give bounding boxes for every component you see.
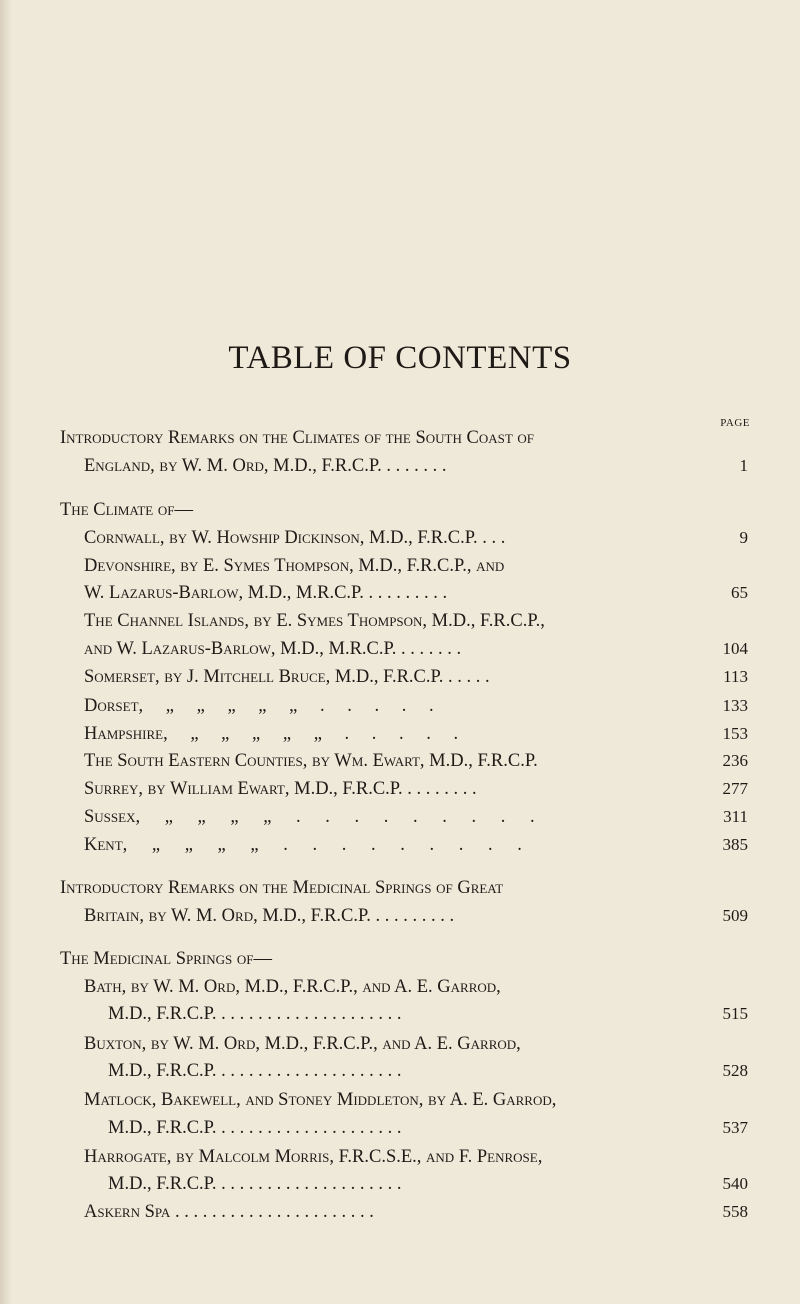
toc-line: Hampshire, „ „ „ „ „ . . . . .	[84, 724, 459, 744]
toc-line: M.D., F.R.C.P. . . . . . . . . . . . . . . . . . . . .	[108, 1061, 402, 1081]
toc-line: The South Eastern Counties, by Wm. Ewart, M.D., F.R.C.P.	[84, 751, 538, 771]
toc-line: Somerset, by J. Mitchell Bruce, M.D., F.R.C.P. . . . . .	[84, 667, 490, 687]
toc-page-number: 558	[722, 1202, 748, 1221]
toc-page-number: 113	[723, 667, 748, 686]
toc-line: Harrogate, by Malcolm Morris, F.R.C.S.E., and F. Penrose,	[84, 1147, 543, 1167]
toc-line: Dorset, „ „ „ „ „ . . . . .	[84, 696, 434, 716]
toc-page-number: 277	[722, 779, 748, 798]
toc-line: Buxton, by W. M. Ord, M.D., F.R.C.P., and A. E. Garrod,	[84, 1034, 521, 1054]
page-column-label: PAGE	[720, 417, 750, 429]
page-title: TABLE OF CONTENTS	[228, 340, 572, 376]
toc-page-number: 385	[722, 835, 748, 854]
toc-line: Introductory Remarks on the Medicinal Springs of Great	[60, 878, 504, 898]
toc-page-number: 133	[722, 696, 748, 715]
toc-page-number: 9	[739, 528, 748, 547]
toc-line: Britain, by W. M. Ord, M.D., F.R.C.P. . . . . . . . . .	[84, 906, 455, 926]
toc-line: M.D., F.R.C.P. . . . . . . . . . . . . . . . . . . . .	[108, 1174, 402, 1194]
toc-line: Surrey, by William Ewart, M.D., F.R.C.P. . . . . . . . .	[84, 779, 477, 799]
toc-page-number: 1	[739, 456, 748, 475]
toc-line: Sussex, „ „ „ „ . . . . . . . . .	[84, 807, 535, 827]
toc-line: England, by W. M. Ord, M.D., F.R.C.P. . . . . . . .	[84, 456, 447, 476]
toc-line: Introductory Remarks on the Climates of the South Coast of	[60, 428, 535, 448]
toc-line: Matlock, Bakewell, and Stoney Middleton, by A. E. Garrod,	[84, 1090, 557, 1110]
toc-line: M.D., F.R.C.P. . . . . . . . . . . . . . . . . . . . .	[108, 1004, 402, 1024]
page-gutter-shadow	[0, 0, 12, 1304]
toc-line: and W. Lazarus-Barlow, M.D., M.R.C.P. . . . . . . .	[84, 639, 462, 659]
toc-section-heading: The Climate of—	[60, 500, 193, 520]
toc-line: The Channel Islands, by E. Symes Thompson, M.D., F.R.C.P.,	[84, 611, 545, 631]
toc-line: W. Lazarus-Barlow, M.D., M.R.C.P. . . . . . . . . .	[84, 583, 448, 603]
toc-page-number: 515	[722, 1004, 748, 1023]
toc-page-number: 311	[723, 807, 748, 826]
toc-section-heading: The Medicinal Springs of—	[60, 949, 272, 969]
toc-line: Askern Spa . . . . . . . . . . . . . . . . . . . . . .	[84, 1202, 374, 1222]
toc-page-number: 528	[722, 1061, 748, 1080]
toc-line: Devonshire, by E. Symes Thompson, M.D., F.R.C.P., and	[84, 556, 505, 576]
toc-line: Bath, by W. M. Ord, M.D., F.R.C.P., and A. E. Garrod,	[84, 977, 501, 997]
toc-line: Kent, „ „ „ „ . . . . . . . . .	[84, 835, 522, 855]
toc-line: M.D., F.R.C.P. . . . . . . . . . . . . . . . . . . . .	[108, 1118, 402, 1138]
toc-line: Cornwall, by W. Howship Dickinson, M.D., F.R.C.P. . . .	[84, 528, 506, 548]
toc-page-number: 537	[722, 1118, 748, 1137]
toc-page-number: 540	[722, 1174, 748, 1193]
toc-page-number: 104	[722, 639, 748, 658]
toc-page-number: 65	[731, 583, 748, 602]
toc-page-number: 236	[722, 751, 748, 770]
toc-page-number: 509	[722, 906, 748, 925]
toc-page-number: 153	[722, 724, 748, 743]
